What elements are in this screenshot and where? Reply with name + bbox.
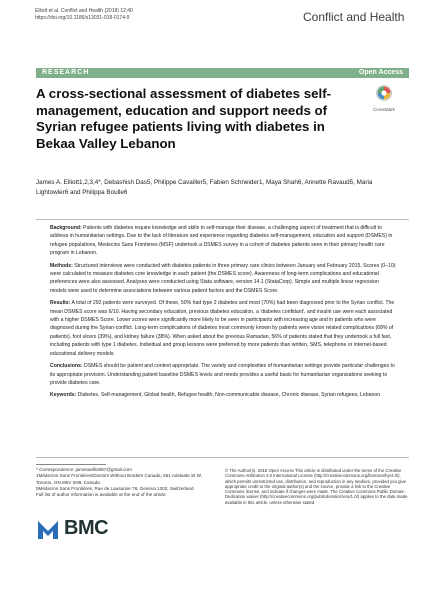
abstract-methods: Methods: Structured interviews were conducted with diabetes patients in three primary care clinics between January and February 2015. Scores (0–10) were calculated to measure diabetes core knowledge in each patient (the DSMES score). Awareness of long-term complications and educational preferences were also assessed. Analyses were conducted using Stata software, version 14.1 (StataCorp). Simple and multiple linear regression models were used to determine associations between various patient factors and the DSMES Score. bbox=[50, 262, 396, 294]
affiliation-2: 5Médecins Sans Frontières, Rue de Lausanne 78, Geneva 1202, Switzerland bbox=[36, 485, 194, 491]
open-access-label: Open Access bbox=[358, 69, 403, 76]
bmc-logo bbox=[36, 517, 109, 546]
publisher-name: BMC bbox=[64, 517, 109, 539]
crossmark-label: CrossMark bbox=[373, 107, 395, 112]
doi-link[interactable]: https://doi.org/10.1186/s13031-018-0174-9 bbox=[35, 15, 130, 21]
article-title: A cross-sectional assessment of diabetes self-management, education and support needs of Syrian refugee patients living with diabetes in Bekaa Valley Lebanon bbox=[36, 86, 332, 151]
abstract-keywords: Keywords: Diabetes, Self-management, Global health, Refugee health, Non-communicable disease, Chronic disease, Syrian refugees, Lebanon bbox=[50, 392, 381, 399]
citation-header bbox=[35, 8, 133, 22]
bmc-logo-icon bbox=[36, 517, 60, 541]
section-band bbox=[36, 68, 409, 78]
author-list: James A. Elliott1,2,3,4*, Debashish Das5, Philippe Cavailler5, Fabien Schneider1, Maya Shah6, Annette Ravaud5, Maria Lightowler6 and Philippa Boulle6 bbox=[36, 179, 373, 196]
abstract-conclusions: Conclusions: DSMES should be patient and context appropriate. The variety and complexities of humanitarian settings provide particular challenges to its appropriate provision. Understanding patient baseline DSMES levels and needs provides a useful basis for humanitarian organisations seeking to provide diabetes care. bbox=[50, 363, 395, 386]
correspondence-footnote bbox=[36, 467, 211, 498]
crossmark-icon bbox=[376, 85, 392, 101]
affiliation-1: 1Médecins Sans Frontières/Doctors Without Borders Canada, 551 Adelaide St W, Toronto, ON M5V 0N8, Canada bbox=[36, 473, 202, 485]
correspondence-email[interactable]: * Correspondence: jamesaelliott97@gmail.com bbox=[36, 467, 132, 472]
affiliation-note: Full list of author information is available at the end of the article bbox=[36, 492, 166, 498]
journal-name: Conflict and Health bbox=[303, 10, 405, 24]
abstract-background: Background: Patients with diabetes require knowledge and skills to self-manage their disease, a challenging aspect of treatment that is difficult to address in humanitarian settings. Due to the lack of literature and experience regarding diabetes self-management, education and support (DSMES) in refugee populations, Medecins Sans Frontieres (MSF) undertook a DSMES survey in a cohort of diabetes patients seen in their primary health care program in Lebanon. bbox=[50, 225, 393, 257]
section-label: RESEARCH bbox=[42, 69, 90, 76]
license-text: © The Author(s). 2018 Open Access This article is distributed under the terms of the Creative Commons Attribution 4.0 International License (http://creativecommons.org/licenses/by/4.0/), which permits unrestricted use, distribution, and reproduction in any medium, provided you give appropriate credit to the original author(s) and the source, provide a link to the Creative Commons license, and indicate if changes were made. The Creative Commons Public Domain Dedication waiver (http://creativecommons.org/publicdomain/zero/1.0/) applies to the data made available in this article, unless otherwise stated. bbox=[225, 468, 408, 505]
footnote-divider bbox=[36, 464, 106, 465]
abstract-results: Results: A total of 292 patients were surveyed. Of these, 50% had type 2 diabetes and most (70%) had been diagnosed prior to the Syrian conflict. The mean DSMES score was 6/10. Having secondary education, previous diabetes education, a 'diabetes confidant', and insulin use were each associated with a higher DSMES Score. Lower scores were significantly more likely to be seen in participants with increasing age and in patients who were diagnosed during the Syrian-conflict. Long-term complications of diabetes most commonly known by patients were vision related complications (68% of patients), foot ulcers (39%), and kidney failure (38%). When asked about the previous Ramadan, 56% of patients stated that they undertook a full fast, including patients with type 1 diabetes. Individual and group lessons were preferred by more patients than written, SMS, telephone or internet-based educational delivery models. bbox=[50, 300, 395, 357]
abstract-box bbox=[36, 219, 409, 458]
citation-line: Elliott et al. Conflict and Health (2018) 12:40 bbox=[35, 8, 133, 14]
crossmark-badge[interactable] bbox=[364, 85, 404, 112]
